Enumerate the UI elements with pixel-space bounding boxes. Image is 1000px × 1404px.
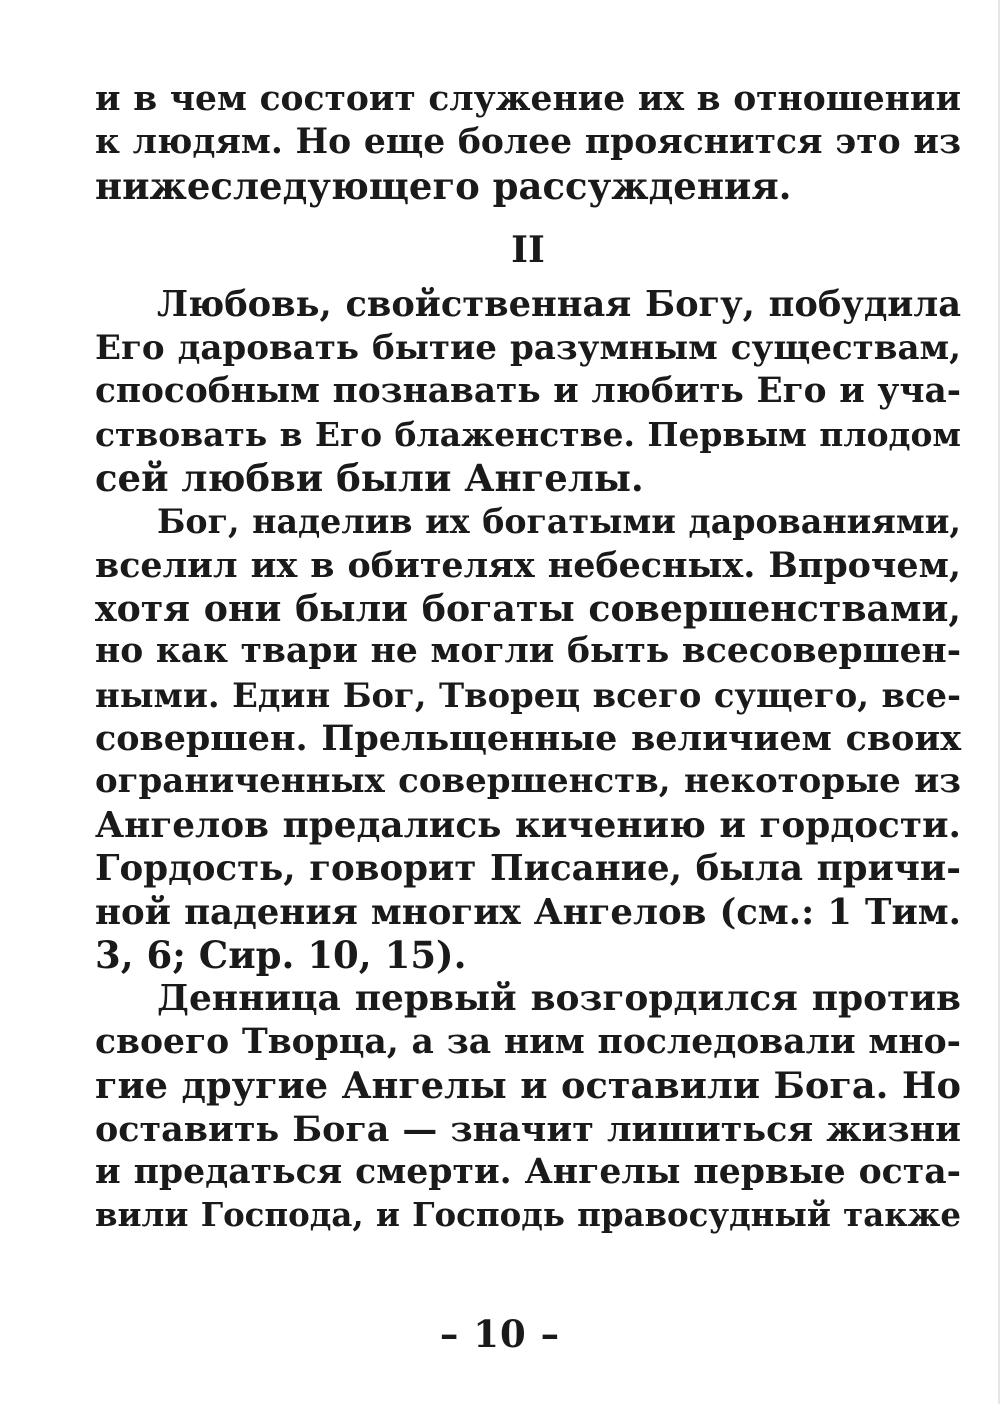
text-line: ограниченных совершенств, некоторые из <box>95 761 961 802</box>
paragraph-2 <box>95 500 961 977</box>
text-line: Денница первый возгордился против <box>157 977 961 1020</box>
page-number: – 10 – <box>439 1312 561 1356</box>
text-line: и в чем состоит служение их в отношении <box>95 79 961 119</box>
text-line: Его даровать бытие разумным существам, <box>95 327 961 368</box>
text-line: Бог, наделив их богатыми дарованиями, <box>157 502 961 542</box>
text-line: вселил их в обителях небесных. Впрочем, <box>95 544 961 586</box>
intro-paragraph <box>95 78 961 208</box>
text-line: хотя они были богаты совершенствами, <box>95 586 961 630</box>
paragraph-1 <box>95 283 961 500</box>
text-line: Гордость, говорит Писание, была причи- <box>95 848 961 890</box>
page-text <box>95 78 961 1238</box>
text-line: нижеследующего рассуждения. <box>95 163 792 208</box>
text-line: гие другие Ангелы и оставили Бога. Но <box>95 1064 961 1108</box>
section-heading: II <box>511 229 545 272</box>
text-line: совершен. Прельщенные величием своих <box>95 718 961 760</box>
text-line: Ангелов предались кичению и гордости. <box>95 803 961 846</box>
text-line: ной падения многих Ангелов (см.: 1 Тим. <box>95 891 961 933</box>
text-line: вили Господа, и Господь правосудный также <box>95 1196 961 1235</box>
paragraph-3 <box>95 977 961 1237</box>
text-line: но как твари не могли быть всесовершен- <box>95 631 961 672</box>
text-line: и предаться смерти. Ангелы первые оста- <box>95 1151 961 1192</box>
text-line: сей любви были Ангелы. <box>95 455 644 500</box>
text-line: своего Творца, а за ним последовали мно- <box>95 1021 961 1062</box>
text-line: 3, 6; Сир. 10, 15). <box>95 933 467 978</box>
text-line: Любовь, свойственная Богу, побудила <box>157 284 961 326</box>
text-line: способным познавать и любить Его и уча- <box>95 370 961 411</box>
text-line: ствовать в Его блаженстве. Первым плодом <box>95 415 961 455</box>
text-line: ными. Един Бог, Творец всего сущего, все- <box>95 674 961 715</box>
text-line: к людям. Но еще более прояснится это из <box>95 122 961 163</box>
text-line: оставить Бога — значит лишиться жизни <box>95 1108 961 1150</box>
